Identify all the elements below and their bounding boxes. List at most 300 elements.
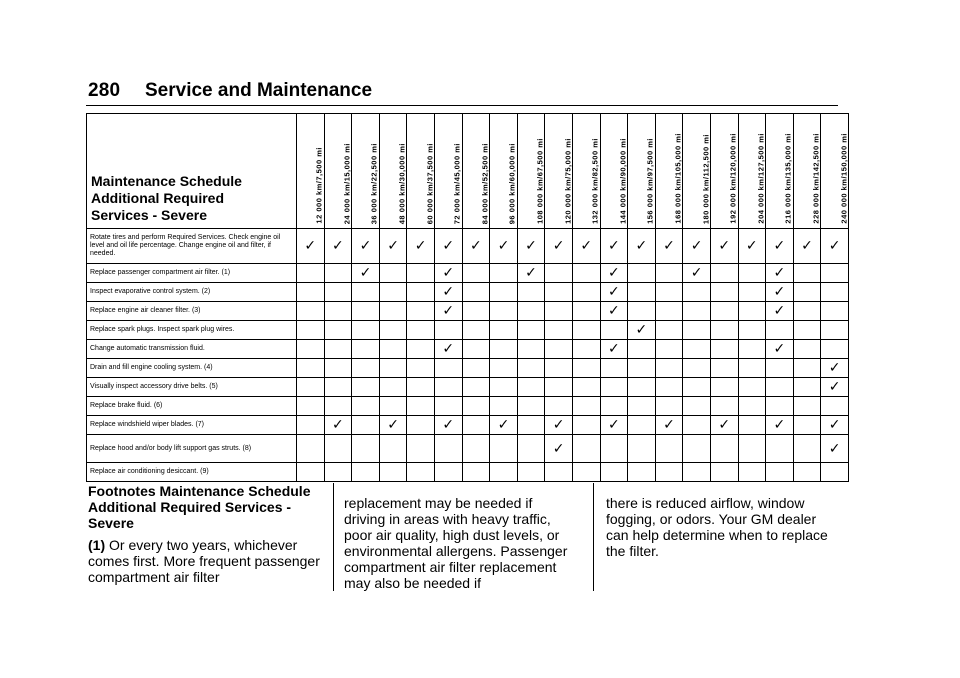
- check-mark-icon: ✓: [607, 284, 620, 300]
- schedule-cell: [517, 340, 545, 359]
- schedule-cell: [572, 378, 600, 397]
- schedule-cell: [462, 340, 490, 359]
- check-mark-icon: ✓: [442, 238, 455, 254]
- schedule-cell: [324, 264, 352, 283]
- table-row: [87, 229, 849, 264]
- schedule-cell: [407, 302, 435, 321]
- schedule-cell: [545, 340, 573, 359]
- interval-label: 168 000 km/105,000 mi: [673, 133, 683, 224]
- check-mark-icon: ✓: [801, 238, 813, 254]
- page-number: 280: [88, 80, 121, 101]
- schedule-cell: [490, 416, 518, 435]
- check-mark-icon: ✓: [469, 238, 482, 254]
- schedule-cell: [297, 463, 325, 482]
- schedule-cell: [572, 340, 600, 359]
- interval-header: [545, 114, 573, 229]
- schedule-cell: [766, 463, 794, 482]
- schedule-cell: [600, 378, 628, 397]
- schedule-cell: [738, 321, 766, 340]
- schedule-cell: [379, 264, 407, 283]
- table-heading: [87, 114, 297, 229]
- check-mark-icon: ✓: [607, 303, 620, 319]
- schedule-cell: [297, 416, 325, 435]
- check-mark-icon: ✓: [387, 238, 399, 254]
- schedule-cell: [462, 397, 490, 416]
- schedule-cell: [793, 378, 821, 397]
- schedule-cell: [655, 378, 683, 397]
- schedule-cell: [490, 229, 518, 264]
- footnotes-column-2: [344, 495, 574, 591]
- schedule-cell: [738, 397, 766, 416]
- schedule-cell: [683, 416, 711, 435]
- interval-header: [766, 114, 794, 229]
- schedule-cell: [821, 302, 849, 321]
- schedule-cell: [766, 302, 794, 321]
- check-mark-icon: ✓: [414, 238, 427, 254]
- schedule-cell: [710, 302, 738, 321]
- schedule-cell: [490, 321, 518, 340]
- schedule-cell: [490, 283, 518, 302]
- schedule-cell: [324, 463, 352, 482]
- schedule-cell: [379, 378, 407, 397]
- schedule-cell: [655, 435, 683, 463]
- schedule-cell: [766, 416, 794, 435]
- schedule-cell: [352, 264, 380, 283]
- check-mark-icon: ✓: [635, 238, 648, 254]
- schedule-cell: [683, 463, 711, 482]
- schedule-cell: [710, 359, 738, 378]
- schedule-cell: [600, 302, 628, 321]
- schedule-cell: [821, 463, 849, 482]
- interval-header: [710, 114, 738, 229]
- schedule-cell: [324, 321, 352, 340]
- schedule-cell: [352, 283, 380, 302]
- schedule-cell: [352, 359, 380, 378]
- check-mark-icon: ✓: [718, 417, 731, 433]
- check-mark-icon: ✓: [332, 417, 344, 433]
- schedule-cell: [600, 340, 628, 359]
- schedule-cell: [545, 359, 573, 378]
- schedule-cell: [710, 321, 738, 340]
- schedule-cell: [600, 463, 628, 482]
- check-mark-icon: ✓: [607, 238, 620, 254]
- schedule-cell: [710, 463, 738, 482]
- schedule-cell: [324, 340, 352, 359]
- schedule-cell: [434, 321, 462, 340]
- schedule-cell: [628, 416, 656, 435]
- service-description: Replace air conditioning desiccant. (9): [87, 463, 297, 482]
- schedule-cell: [821, 397, 849, 416]
- schedule-cell: [545, 416, 573, 435]
- schedule-cell: [793, 302, 821, 321]
- schedule-cell: [490, 302, 518, 321]
- schedule-cell: [462, 321, 490, 340]
- schedule-cell: [821, 378, 849, 397]
- schedule-cell: [766, 378, 794, 397]
- schedule-cell: [628, 264, 656, 283]
- schedule-cell: [462, 378, 490, 397]
- table-row: [87, 416, 849, 435]
- schedule-cell: [517, 229, 545, 264]
- schedule-cell: [655, 229, 683, 264]
- schedule-cell: [572, 229, 600, 264]
- check-mark-icon: ✓: [442, 265, 455, 281]
- schedule-cell: [683, 283, 711, 302]
- schedule-cell: [738, 283, 766, 302]
- check-mark-icon: ✓: [552, 417, 565, 433]
- schedule-cell: [407, 283, 435, 302]
- schedule-cell: [434, 463, 462, 482]
- schedule-cell: [572, 397, 600, 416]
- interval-label: 12 000 km/7,500 mi: [314, 147, 324, 224]
- schedule-cell: [324, 302, 352, 321]
- schedule-cell: [297, 340, 325, 359]
- schedule-cell: [407, 321, 435, 340]
- schedule-cell: [683, 378, 711, 397]
- schedule-cell: [628, 463, 656, 482]
- interval-label: 96 000 km/60,000 mi: [507, 142, 517, 224]
- schedule-cell: [379, 397, 407, 416]
- schedule-cell: [545, 435, 573, 463]
- service-description: Replace engine air cleaner filter. (3): [87, 302, 297, 321]
- schedule-cell: [462, 463, 490, 482]
- header-rule: [86, 105, 838, 106]
- schedule-cell: [434, 264, 462, 283]
- schedule-cell: [545, 264, 573, 283]
- interval-header: [628, 114, 656, 229]
- interval-label: 228 000 km/142,500 mi: [811, 133, 821, 224]
- schedule-cell: [600, 359, 628, 378]
- schedule-cell: [710, 340, 738, 359]
- schedule-cell: [379, 229, 407, 264]
- schedule-cell: [517, 264, 545, 283]
- service-description: Drain and fill engine cooling system. (4): [87, 359, 297, 378]
- check-mark-icon: ✓: [828, 417, 841, 433]
- schedule-cell: [324, 229, 352, 264]
- schedule-cell: [352, 416, 380, 435]
- schedule-cell: [738, 359, 766, 378]
- interval-label: 180 000 km/112,500 mi: [701, 133, 711, 224]
- schedule-cell: [324, 283, 352, 302]
- schedule-cell: [655, 359, 683, 378]
- schedule-cell: [655, 264, 683, 283]
- schedule-cell: [379, 435, 407, 463]
- check-mark-icon: ✓: [773, 238, 786, 254]
- schedule-cell: [738, 416, 766, 435]
- schedule-cell: [655, 302, 683, 321]
- schedule-cell: [407, 359, 435, 378]
- schedule-cell: [628, 229, 656, 264]
- schedule-cell: [683, 359, 711, 378]
- check-mark-icon: ✓: [442, 417, 455, 433]
- schedule-cell: [628, 378, 656, 397]
- schedule-cell: [517, 283, 545, 302]
- check-mark-icon: ✓: [718, 238, 731, 254]
- schedule-cell: [324, 397, 352, 416]
- page-title: Service and Maintenance: [145, 80, 373, 101]
- schedule-cell: [490, 340, 518, 359]
- schedule-cell: [572, 463, 600, 482]
- check-mark-icon: ✓: [828, 440, 841, 457]
- check-mark-icon: ✓: [663, 238, 675, 254]
- schedule-cell: [572, 359, 600, 378]
- schedule-cell: [545, 229, 573, 264]
- schedule-cell: [738, 302, 766, 321]
- column-divider: [593, 483, 594, 591]
- interval-label: 204 000 km/127,500 mi: [756, 133, 766, 224]
- interval-label: 216 000 km/135,000 mi: [783, 133, 793, 224]
- schedule-cell: [545, 321, 573, 340]
- schedule-cell: [683, 302, 711, 321]
- table-row: [87, 397, 849, 416]
- table-header-row: [87, 114, 849, 229]
- check-mark-icon: ✓: [525, 265, 537, 281]
- schedule-cell: [297, 302, 325, 321]
- footnotes-section: [88, 483, 840, 593]
- schedule-cell: [545, 397, 573, 416]
- schedule-cell: [655, 283, 683, 302]
- schedule-cell: [434, 359, 462, 378]
- check-mark-icon: ✓: [525, 238, 537, 254]
- schedule-cell: [793, 463, 821, 482]
- schedule-cell: [793, 416, 821, 435]
- schedule-cell: [793, 397, 821, 416]
- check-mark-icon: ✓: [607, 417, 620, 433]
- schedule-cell: [766, 340, 794, 359]
- table-body: [87, 229, 849, 482]
- schedule-cell: [462, 283, 490, 302]
- service-description: Change automatic transmission fluid.: [87, 340, 297, 359]
- interval-header: [490, 114, 518, 229]
- schedule-cell: [766, 264, 794, 283]
- schedule-cell: [434, 229, 462, 264]
- schedule-cell: [490, 359, 518, 378]
- schedule-cell: [710, 283, 738, 302]
- schedule-cell: [297, 435, 325, 463]
- check-mark-icon: ✓: [690, 238, 703, 254]
- check-mark-icon: ✓: [828, 238, 841, 254]
- schedule-cell: [517, 378, 545, 397]
- schedule-cell: [352, 321, 380, 340]
- schedule-cell: [793, 359, 821, 378]
- schedule-cell: [628, 435, 656, 463]
- service-description: Replace windshield wiper blades. (7): [87, 416, 297, 435]
- schedule-cell: [545, 283, 573, 302]
- interval-header: [793, 114, 821, 229]
- schedule-cell: [352, 229, 380, 264]
- schedule-cell: [821, 416, 849, 435]
- schedule-cell: [297, 359, 325, 378]
- service-description: Replace hood and/or body lift support gas struts. (8): [87, 435, 297, 463]
- schedule-cell: [434, 378, 462, 397]
- schedule-cell: [379, 463, 407, 482]
- check-mark-icon: ✓: [828, 360, 841, 376]
- check-mark-icon: ✓: [387, 417, 399, 433]
- schedule-cell: [517, 321, 545, 340]
- schedule-cell: [297, 264, 325, 283]
- schedule-cell: [628, 397, 656, 416]
- interval-label: 156 000 km/97,500 mi: [645, 138, 655, 224]
- schedule-cell: [793, 435, 821, 463]
- schedule-cell: [379, 302, 407, 321]
- footnotes-column-1: [88, 483, 320, 585]
- schedule-cell: [490, 463, 518, 482]
- schedule-cell: [545, 463, 573, 482]
- check-mark-icon: ✓: [359, 238, 372, 254]
- schedule-cell: [517, 359, 545, 378]
- schedule-cell: [572, 302, 600, 321]
- check-mark-icon: ✓: [828, 379, 841, 395]
- schedule-cell: [462, 264, 490, 283]
- interval-header: [600, 114, 628, 229]
- interval-header: [379, 114, 407, 229]
- schedule-cell: [324, 435, 352, 463]
- interval-label: 120 000 km/75,000 mi: [563, 138, 573, 224]
- schedule-cell: [600, 264, 628, 283]
- schedule-cell: [738, 264, 766, 283]
- interval-label: 192 000 km/120,000 mi: [728, 133, 738, 224]
- schedule-cell: [379, 283, 407, 302]
- schedule-cell: [352, 435, 380, 463]
- schedule-cell: [462, 229, 490, 264]
- check-mark-icon: ✓: [580, 238, 593, 254]
- schedule-cell: [407, 378, 435, 397]
- footnote-number: (1): [88, 537, 106, 553]
- schedule-cell: [379, 321, 407, 340]
- interval-header: [352, 114, 380, 229]
- schedule-cell: [710, 229, 738, 264]
- table-row: [87, 340, 849, 359]
- schedule-cell: [297, 321, 325, 340]
- schedule-cell: [490, 378, 518, 397]
- schedule-cell: [572, 264, 600, 283]
- check-mark-icon: ✓: [552, 238, 565, 254]
- schedule-cell: [821, 321, 849, 340]
- schedule-cell: [517, 397, 545, 416]
- schedule-cell: [710, 378, 738, 397]
- check-mark-icon: ✓: [442, 284, 455, 300]
- schedule-cell: [655, 321, 683, 340]
- service-description: Rotate tires and perform Required Services. Check engine oil level and oil life percentage. Change engine oil and filter, if needed.: [87, 229, 297, 264]
- check-mark-icon: ✓: [442, 303, 455, 319]
- check-mark-icon: ✓: [442, 341, 455, 357]
- schedule-cell: [434, 435, 462, 463]
- check-mark-icon: ✓: [497, 238, 510, 254]
- schedule-cell: [407, 229, 435, 264]
- interval-label: 72 000 km/45,000 mi: [452, 142, 462, 224]
- service-description: Replace spark plugs. Inspect spark plug wires.: [87, 321, 297, 340]
- schedule-cell: [434, 416, 462, 435]
- schedule-cell: [462, 435, 490, 463]
- interval-label: 84 000 km/52,500 mi: [480, 142, 490, 224]
- check-mark-icon: ✓: [304, 238, 317, 254]
- interval-header: [297, 114, 325, 229]
- check-mark-icon: ✓: [773, 417, 786, 433]
- maintenance-schedule-table: [86, 113, 849, 482]
- schedule-cell: [545, 378, 573, 397]
- interval-label: 108 000 km/67,500 mi: [535, 138, 545, 224]
- schedule-cell: [766, 435, 794, 463]
- schedule-cell: [738, 435, 766, 463]
- schedule-cell: [407, 463, 435, 482]
- interval-header: [407, 114, 435, 229]
- schedule-cell: [793, 283, 821, 302]
- schedule-cell: [352, 378, 380, 397]
- schedule-cell: [821, 340, 849, 359]
- schedule-cell: [434, 397, 462, 416]
- schedule-cell: [352, 397, 380, 416]
- schedule-cell: [766, 321, 794, 340]
- schedule-cell: [297, 378, 325, 397]
- column-divider: [333, 483, 334, 591]
- schedule-cell: [655, 463, 683, 482]
- schedule-cell: [324, 378, 352, 397]
- schedule-cell: [628, 302, 656, 321]
- schedule-cell: [407, 340, 435, 359]
- schedule-cell: [462, 302, 490, 321]
- interval-header: [462, 114, 490, 229]
- footnote-1-part-2: replacement may be needed if driving in areas with heavy traffic, poor air quality, high dust levels, or environmental allergens. Passenger compartment air filter replacement may also be needed if: [344, 495, 568, 591]
- service-description: Inspect evaporative control system. (2): [87, 283, 297, 302]
- schedule-cell: [628, 321, 656, 340]
- schedule-cell: [600, 283, 628, 302]
- schedule-cell: [434, 283, 462, 302]
- schedule-cell: [710, 435, 738, 463]
- interval-label: 24 000 km/15,000 mi: [342, 142, 352, 224]
- check-mark-icon: ✓: [663, 417, 675, 433]
- footnotes-heading: Footnotes Maintenance Schedule Additional Required Services - Severe: [88, 483, 311, 531]
- interval-header: [517, 114, 545, 229]
- schedule-cell: [655, 397, 683, 416]
- interval-label: 48 000 km/30,000 mi: [397, 142, 407, 224]
- check-mark-icon: ✓: [773, 303, 786, 319]
- schedule-cell: [572, 321, 600, 340]
- schedule-cell: [710, 264, 738, 283]
- interval-header: [738, 114, 766, 229]
- schedule-cell: [628, 340, 656, 359]
- schedule-cell: [379, 416, 407, 435]
- service-description: Visually inspect accessory drive belts. (5): [87, 378, 297, 397]
- schedule-cell: [572, 283, 600, 302]
- schedule-cell: [628, 359, 656, 378]
- check-mark-icon: ✓: [773, 284, 786, 300]
- table-row: [87, 302, 849, 321]
- schedule-cell: [297, 283, 325, 302]
- schedule-cell: [821, 435, 849, 463]
- interval-label: 60 000 km/37,500 mi: [425, 142, 435, 224]
- check-mark-icon: ✓: [635, 322, 648, 338]
- schedule-cell: [793, 321, 821, 340]
- schedule-cell: [766, 397, 794, 416]
- schedule-cell: [683, 229, 711, 264]
- schedule-cell: [793, 340, 821, 359]
- schedule-cell: [738, 340, 766, 359]
- interval-header: [683, 114, 711, 229]
- check-mark-icon: ✓: [332, 238, 344, 254]
- schedule-cell: [352, 340, 380, 359]
- schedule-cell: [490, 435, 518, 463]
- schedule-cell: [655, 416, 683, 435]
- schedule-cell: [793, 229, 821, 264]
- schedule-cell: [407, 435, 435, 463]
- schedule-cell: [600, 397, 628, 416]
- schedule-cell: [462, 416, 490, 435]
- interval-label: 36 000 km/22,500 mi: [369, 142, 379, 224]
- schedule-cell: [683, 264, 711, 283]
- schedule-cell: [490, 397, 518, 416]
- schedule-cell: [572, 435, 600, 463]
- schedule-cell: [738, 229, 766, 264]
